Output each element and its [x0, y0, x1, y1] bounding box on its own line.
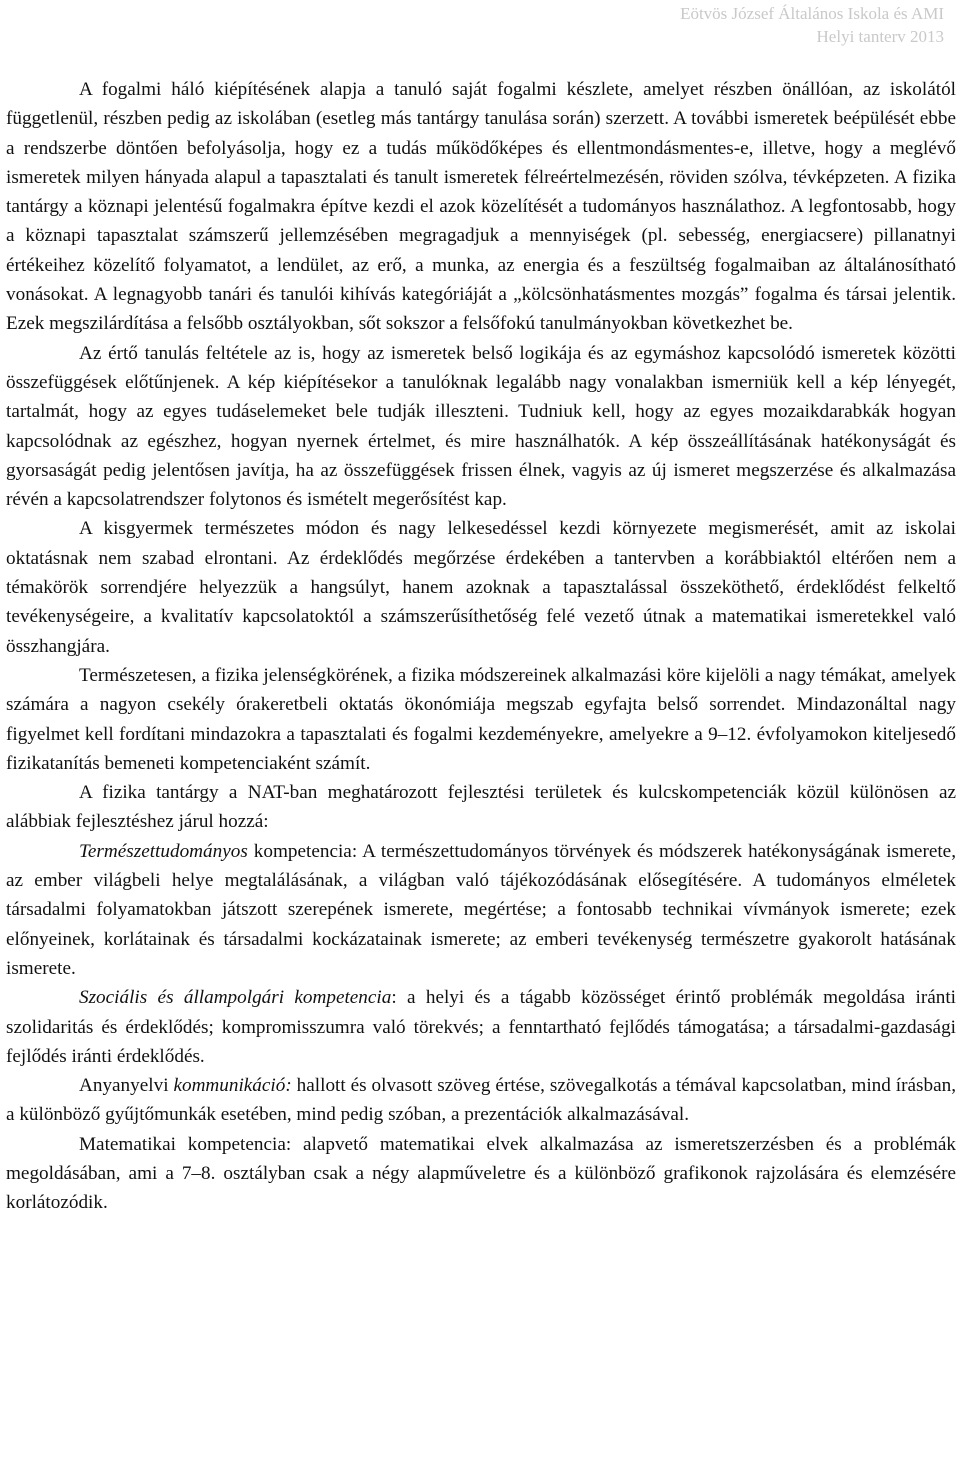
- paragraph-text: hallott és olvasott szöveg értése, szövegalkotás a témával kapcsolatban, mind írásban, a különböző gyűjtőmunkák esetében, mind pedig szóban, a prezentációk alkalmazásával.: [6, 1075, 956, 1126]
- paragraph-text: Az értő tanulás feltétele az is, hogy az ismeretek belső logikája és az egymáshoz kapcsolódó ismeretek közötti összefüggések előtűnjenek. A kép kiépítésekor a tanulóknak legalább nagy vonalakban ismerniük kell a kép lényegét, tartalmát, hogy az egyes tudáselemeket bele tudják illeszteni. Tudniuk kell, hogy az egyes mozaikdarabkák hogyan kapcsolódnak az egészhez, hogyan nyernek értelmet, és mire használhatók. A kép összeállításának hatékonyságát és gyorsaságát pedig jelentősen javítja, ha az összefüggések frissen élnek, vagyis az új ismeret megszerzése és alkalmazása révén a kapcsolatrendszer folytonos és ismételt megerősítést kap.: [6, 342, 956, 511]
- competence-term-prefix: Anyanyelvi: [79, 1075, 174, 1097]
- paragraph: [6, 778, 956, 837]
- paragraph-text: A fogalmi háló kiépítésének alapja a tanuló saját fogalmi készlete, amelyet részben önállóan, az iskolától függetlenül, részben pedig az iskolában (esetleg más tantárgy tanulása során) szerzett. A további ismeretek beépülését ebbe a rendszerbe döntően befolyásolja, hogy ez a tudás működőképes és ellentmondásmentes-e, illetve, hogy a meglévő ismeretek milyen hányada alapul a tapasztalati és tanult ismeretek félreértelmezésén, röviden szólva, tévképzeten. A fizika tantárgy a köznapi jelentésű fogalmakra építve kezdi el azok közelítését a tudományos használathoz. A legfontosabb, hogy a köznapi tapasztalat számszerű jellemzésében megragadjuk a mennyiségek (pl. sebesség, energiacsere) pillanatnyi értékeihez közelítő folyamatot, a lendület, az erő, a munka, az energia és a feszültség fogalmaiban az általánosítható vonásokat. A legnagyobb tanári és tanulói kihívás kategóriáját a „kölcsönhatásmentes mozgás” fogalma és társai jelentik. Ezek megszilárdítása a felsőbb osztályokban, sőt sokszor a felsőfokú tanulmányokban következhet be.: [6, 79, 956, 335]
- paragraph: [6, 514, 956, 660]
- paragraph-text: A kisgyermek természetes módon és nagy lelkesedéssel kezdi környezete megismerését, amit az iskolai oktatásnak nem szabad elrontani. Az érdeklődés megőrzése érdekében a tantervben a korábbiaktól eltérően nem a témakörök sorrendjére helyezzük a hangsúlyt, hanem azoknak a tapasztalással összeköthető, érdeklődést felkeltő tevékenységeire, a kvalitatív kapcsolatoktól a számszerűsíthetőség felé vezető útnak a matematikai ismeretekkel való összhangjára.: [6, 518, 956, 657]
- competence-paragraph: [6, 837, 956, 983]
- competence-term: Természettudományos: [79, 840, 248, 862]
- competence-term: kommunikáció:: [173, 1075, 292, 1097]
- competence-paragraph: [6, 983, 956, 1071]
- school-name: Eötvös József Általános Iskola és AMI: [680, 4, 944, 23]
- paragraph-text: Matematikai kompetencia: alapvető matematikai elvek alkalmazása az ismeretszerzésben és a problémák megoldásában, ami a 7–8. osztályban csak a négy alapműveletre és a különböző grafikonok rajzolására és elemzésére korlátozódik.: [6, 1133, 956, 1214]
- paragraph-text: : a helyi és a tágabb közösséget érintő problémák megoldása iránti szolidaritás és érdeklődés; kompromisszumra való törekvés; a fenntartható fejlődés támogatása; a társadalmi-gazdasági fejlődés iránti érdeklődés.: [6, 987, 956, 1067]
- paragraph: [6, 75, 956, 339]
- competence-paragraph: [6, 1071, 956, 1130]
- curriculum-title: Helyi tanterv 2013: [816, 27, 944, 46]
- competence-paragraph: [6, 1130, 956, 1218]
- page-header: [680, 2, 944, 48]
- paragraph-text: Természetesen, a fizika jelenségkörének, a fizika módszereinek alkalmazási köre kijelöli a nagy témákat, amelyek számára a nagyon csekély órakeretbeli oktatás ökonómiája megszab egyfajta belső sorrendet. Mindazonáltal nagy figyelmet kell fordítani mindazokra a tapasztalati és fogalmi kezdeményekre, amelyekre a 9–12. évfolyamokon kiteljesedő fizikatanítás bemeneti kompetenciaként számít.: [6, 664, 956, 774]
- paragraph-text: kompetencia: A természettudományos törvények és módszerek hatékonyságának ismerete, az ember világbeli helye megtalálásának, a világban való tájékozódásának elősegítésére. A tudományos elméletek társadalmi folyamatokban játszott szerepének ismerete, megértése; a fontosabb technikai vívmányok ismerete; ezek előnyeinek, korlátainak és társadalmi kockázatainak ismerete; az emberi tevékenység természetre gyakorolt hatásának ismerete.: [6, 840, 956, 979]
- paragraph-text: A fizika tantárgy a NAT-ban meghatározott fejlesztési területek és kulcskompetenciák közül különösen az alábbiak fejlesztéshez járul hozzá:: [6, 782, 956, 833]
- competence-term: Szociális és állampolgári kompetencia: [79, 987, 392, 1009]
- paragraph: [6, 661, 956, 778]
- paragraph: [6, 339, 956, 515]
- document-body: [6, 75, 956, 1218]
